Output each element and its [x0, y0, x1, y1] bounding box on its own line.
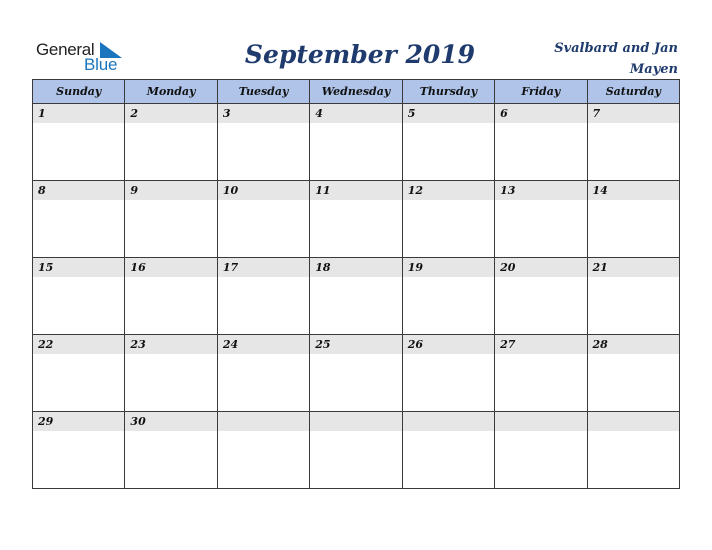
- day-cell: [217, 258, 309, 335]
- region-name: Svalbard and Jan Mayen: [554, 41, 678, 77]
- day-number: 15: [33, 258, 124, 277]
- day-cell: [402, 412, 494, 489]
- day-cell: [495, 104, 587, 181]
- day-number: 7: [588, 104, 679, 123]
- day-cell: [125, 335, 217, 412]
- day-number: 26: [403, 335, 494, 354]
- day-cell: [402, 104, 494, 181]
- week-row: [33, 335, 680, 412]
- day-cell: [217, 335, 309, 412]
- day-cell: [587, 412, 679, 489]
- day-number: [403, 412, 494, 431]
- day-cell: [495, 258, 587, 335]
- day-cell: [125, 181, 217, 258]
- day-number: 18: [310, 258, 401, 277]
- day-cell: [310, 335, 402, 412]
- day-cell: [495, 412, 587, 489]
- day-number: [495, 412, 586, 431]
- weekday-header-row: [33, 80, 680, 104]
- day-number: [588, 412, 679, 431]
- day-number: 6: [495, 104, 586, 123]
- day-number: 5: [403, 104, 494, 123]
- week-row: [33, 181, 680, 258]
- week-row: [33, 412, 680, 489]
- day-cell: [402, 181, 494, 258]
- day-number: 10: [218, 181, 309, 200]
- day-cell: [495, 335, 587, 412]
- day-number: 8: [33, 181, 124, 200]
- week-row: [33, 258, 680, 335]
- day-number: 4: [310, 104, 401, 123]
- day-cell: [310, 412, 402, 489]
- day-cell: [217, 181, 309, 258]
- day-cell: [125, 258, 217, 335]
- day-number: [218, 412, 309, 431]
- day-number: [310, 412, 401, 431]
- day-cell: [587, 258, 679, 335]
- logo-text-blue: Blue: [84, 55, 118, 74]
- day-number: 13: [495, 181, 586, 200]
- logo-text-general: General: [36, 40, 95, 59]
- day-cell: [402, 335, 494, 412]
- day-cell: [33, 104, 125, 181]
- week-row: [33, 104, 680, 181]
- page-title: September 2019: [244, 40, 476, 69]
- day-number: 22: [33, 335, 124, 354]
- weekday-header: Tuesday: [217, 80, 309, 104]
- day-number: 9: [125, 181, 216, 200]
- day-number: 25: [310, 335, 401, 354]
- day-number: 3: [218, 104, 309, 123]
- day-number: 12: [403, 181, 494, 200]
- day-number: 16: [125, 258, 216, 277]
- weekday-header: Saturday: [587, 80, 679, 104]
- day-cell: [587, 104, 679, 181]
- weekday-header: Sunday: [33, 80, 125, 104]
- day-number: 28: [588, 335, 679, 354]
- day-number: 1: [33, 104, 124, 123]
- day-cell: [33, 412, 125, 489]
- day-cell: [310, 181, 402, 258]
- day-number: 23: [125, 335, 216, 354]
- weekday-header: Friday: [495, 80, 587, 104]
- weekday-header: Monday: [125, 80, 217, 104]
- day-number: 11: [310, 181, 401, 200]
- day-cell: [33, 258, 125, 335]
- day-cell: [217, 104, 309, 181]
- weekday-header: Thursday: [402, 80, 494, 104]
- day-cell: [125, 412, 217, 489]
- weekday-header: Wednesday: [310, 80, 402, 104]
- day-cell: [402, 258, 494, 335]
- day-cell: [587, 335, 679, 412]
- calendar-grid: [32, 79, 680, 489]
- generalblue-logo: [36, 40, 136, 74]
- day-cell: [33, 335, 125, 412]
- day-cell: [125, 104, 217, 181]
- day-cell: [495, 181, 587, 258]
- day-number: 2: [125, 104, 216, 123]
- day-number: 17: [218, 258, 309, 277]
- day-number: 30: [125, 412, 216, 431]
- day-number: 29: [33, 412, 124, 431]
- day-cell: [310, 104, 402, 181]
- day-number: 14: [588, 181, 679, 200]
- day-cell: [310, 258, 402, 335]
- day-number: 27: [495, 335, 586, 354]
- day-number: 19: [403, 258, 494, 277]
- day-cell: [217, 412, 309, 489]
- day-number: 24: [218, 335, 309, 354]
- day-number: 20: [495, 258, 586, 277]
- day-number: 21: [588, 258, 679, 277]
- day-cell: [33, 181, 125, 258]
- day-cell: [587, 181, 679, 258]
